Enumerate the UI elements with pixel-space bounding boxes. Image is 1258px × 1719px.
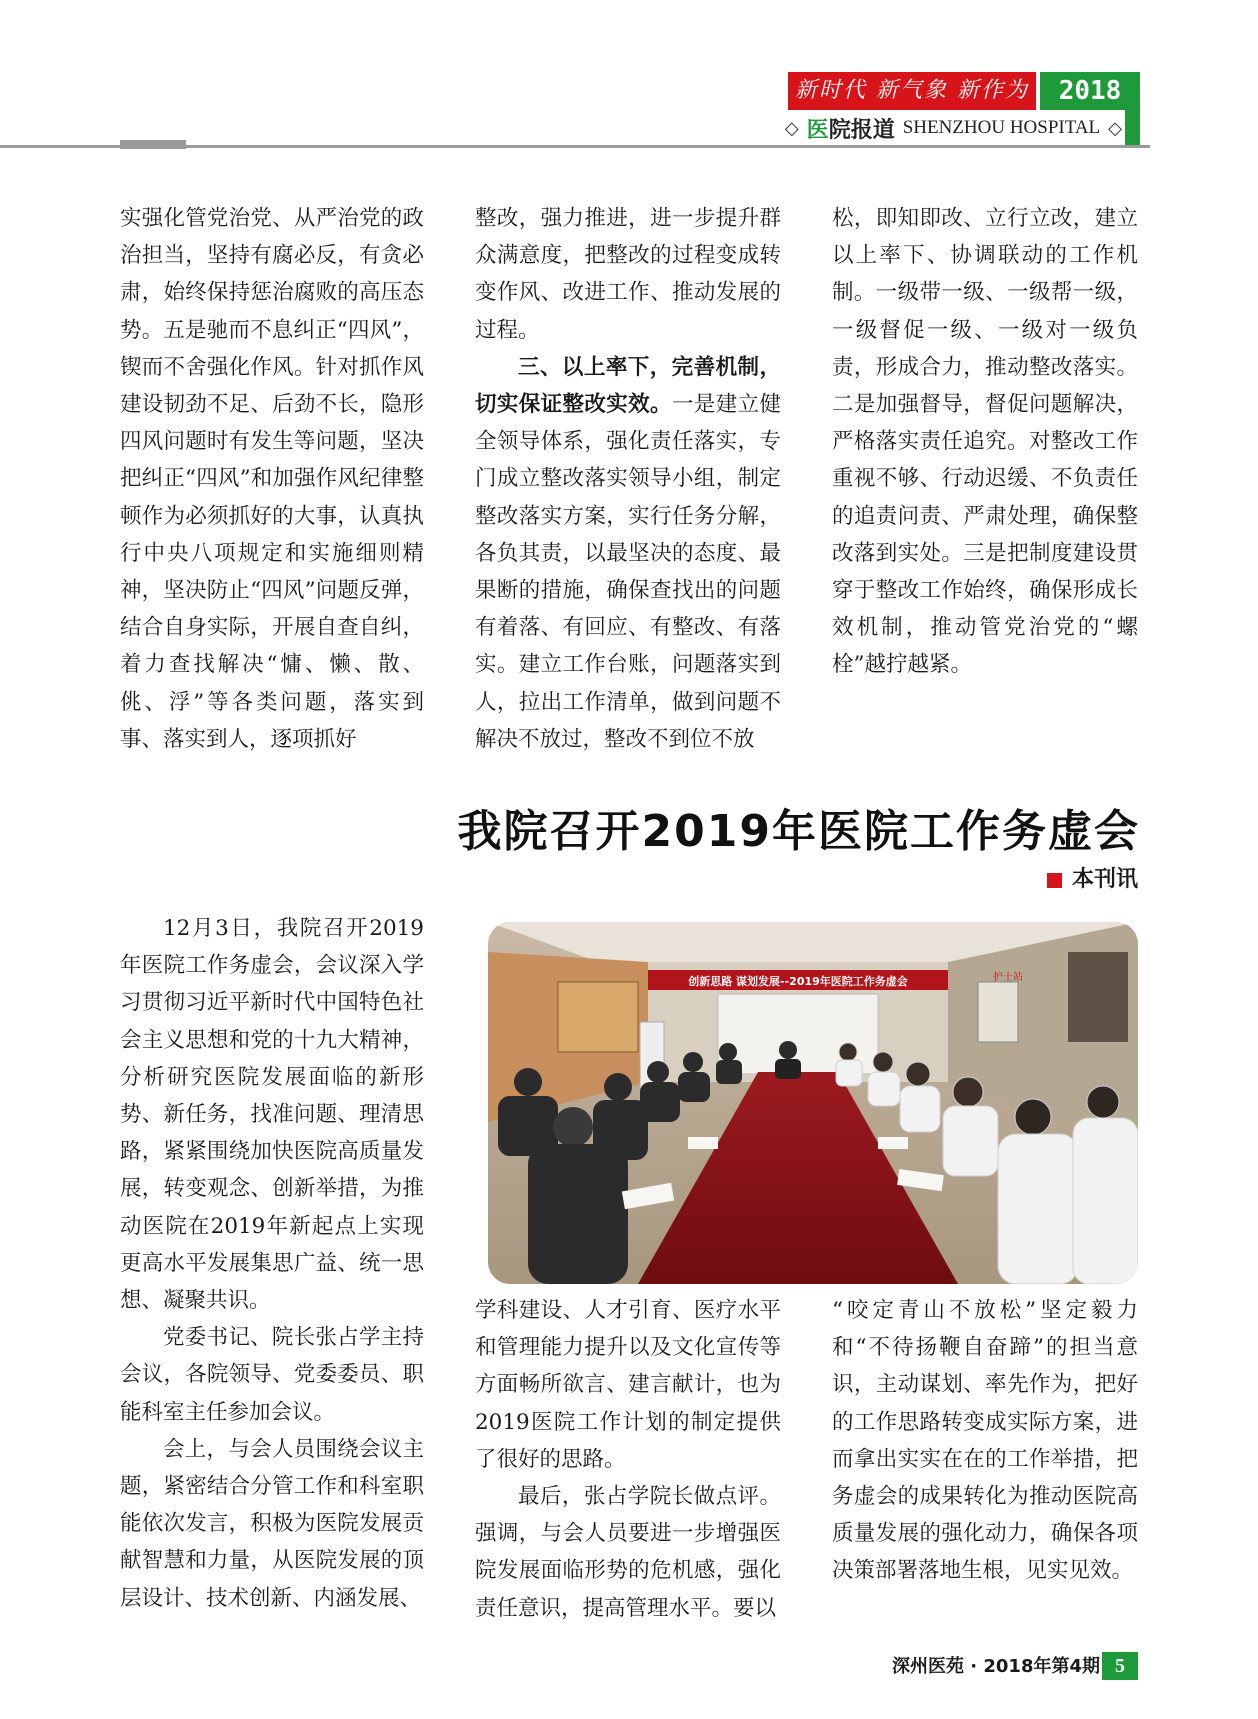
section-heading: 三、以上率下，完善机制，切实保证整改实效。	[475, 354, 781, 418]
header-green-bar	[1125, 110, 1140, 148]
article-column-middle: 学科建设、人才引育、医疗水平和管理能力提升以及文化宣传等方面畅所欲言、建言献计，也为2019医院工作计划的制定提供了很好的思路。 最后，张占学院长做点评。强调，与会人员要进一步增强医院发展面临形势的危机感，强化责任意识，提高管理水平。要以	[475, 1298, 781, 1621]
red-square-icon	[1047, 873, 1062, 888]
diamond-icon: ◇	[1108, 117, 1122, 139]
photo-banner: 创新思路 谋划发展--2019年医院工作务虚会	[688, 975, 908, 988]
header-slogan: 新时代 新气象 新作为	[788, 72, 1036, 110]
diamond-icon: ◇	[784, 117, 799, 139]
page-number: 5	[1102, 1652, 1138, 1680]
top-column-3: 松，即知即改、立行立改，建立以上率下、协调联动的工作机制。一级带一级、一级帮一级，一级督促一级、一级对一级负责，形成合力，推动整改落实。二是加强督导，督促问题解决，严格落实责任追究。对整改工作重视不够、行动迟缓、不负责任的追责问责、严肃处理，确保整改落到实处。三是把制度建设贯穿于整改工作始终，确保形成长效机制，推动管党治党的“螺栓”越拧越紧。	[832, 206, 1138, 678]
photo-sign: 护士站	[993, 972, 1023, 983]
article-byline: 本刊讯	[900, 862, 1138, 893]
top-column-2: 整改，强力推进，进一步提升群众满意度，把整改的过程变成转变作风、改进工作、推动发展的过程。 三、以上率下，完善机制，切实保证整改实效。一是建立健全领导体系，强化责任落实，专门成立整改落实领导小组，制定整改落实方案，实行任务分解，各负其责，以最坚决的态度、最果断的措施，确保查找出的问题有着落、有回应、有整改、有落实。建立工作台账，问题落实到人，拉出工作清单，做到问题不解决不放过，整改不到位不放	[475, 206, 781, 752]
article-column-right: “咬定青山不放松”坚定毅力和“不待扬鞭自奋蹄”的担当意识，主动谋划、率先作为，把好的工作思路转变成实际方案，进而拿出实实在在的工作举措，把务虚会的成果转化为推动医院高质量发展的强化动力，确保各项决策部署落地生根，见实见效。	[832, 1298, 1138, 1584]
meeting-photo	[488, 922, 1138, 1284]
footer-journal: 深州医苑 · 2018年第4期	[892, 1656, 1100, 1677]
article-title: 我院召开2019年医院工作务虚会	[457, 806, 1140, 857]
header-section	[712, 110, 1122, 146]
article-column-left: 12月3日，我院召开2019年医院工作务虚会，会议深入学习贯彻习近平新时代中国特色社会主义思想和党的十九大精神，分析研究医院发展面临的新形势、新任务，找准问题、理清思路，紧紧围绕加快医院高质量发展，转变观念、创新举措，为推动医院在2019年新起点上实现更高水平发展集思广益、统一思想、凝聚共识。 党委书记、院长张占学主持会议，各院领导、党委委员、职能科室主任参加会议。 会上，与会人员围绕会议主题，紧密结合分管工作和科室职能依次发言，积极为医院发展贡献智慧和力量，从医院发展的顶层设计、技术创新、内涵发展、	[120, 916, 424, 1611]
top-column-1: 实强化管党治党、从严治党的政治担当，坚持有腐必反，有贪必肃，始终保持惩治腐败的高压态势。五是驰而不息纠正“四风”，锲而不舍强化作风。针对抓作风建设韧劲不足、后劲不长，隐形四风问题时有发生等问题，坚决把纠正“四风”和加强作风纪律整顿作为必须抓好的大事，认真执行中央八项规定和实施细则精神，坚决防止“四风”问题反弹，结合自身实际，开展自查自纠，着力查找解决“慵、懒、散、佻、浮”等各类问题，落实到事、落实到人，逐项抓好	[120, 206, 424, 752]
header-year: 2018	[1040, 72, 1140, 110]
section-title-en: SHENZHOU HOSPITAL	[902, 117, 1101, 138]
section-title: 医院报道	[806, 117, 895, 143]
header-grey-tab	[120, 140, 186, 149]
